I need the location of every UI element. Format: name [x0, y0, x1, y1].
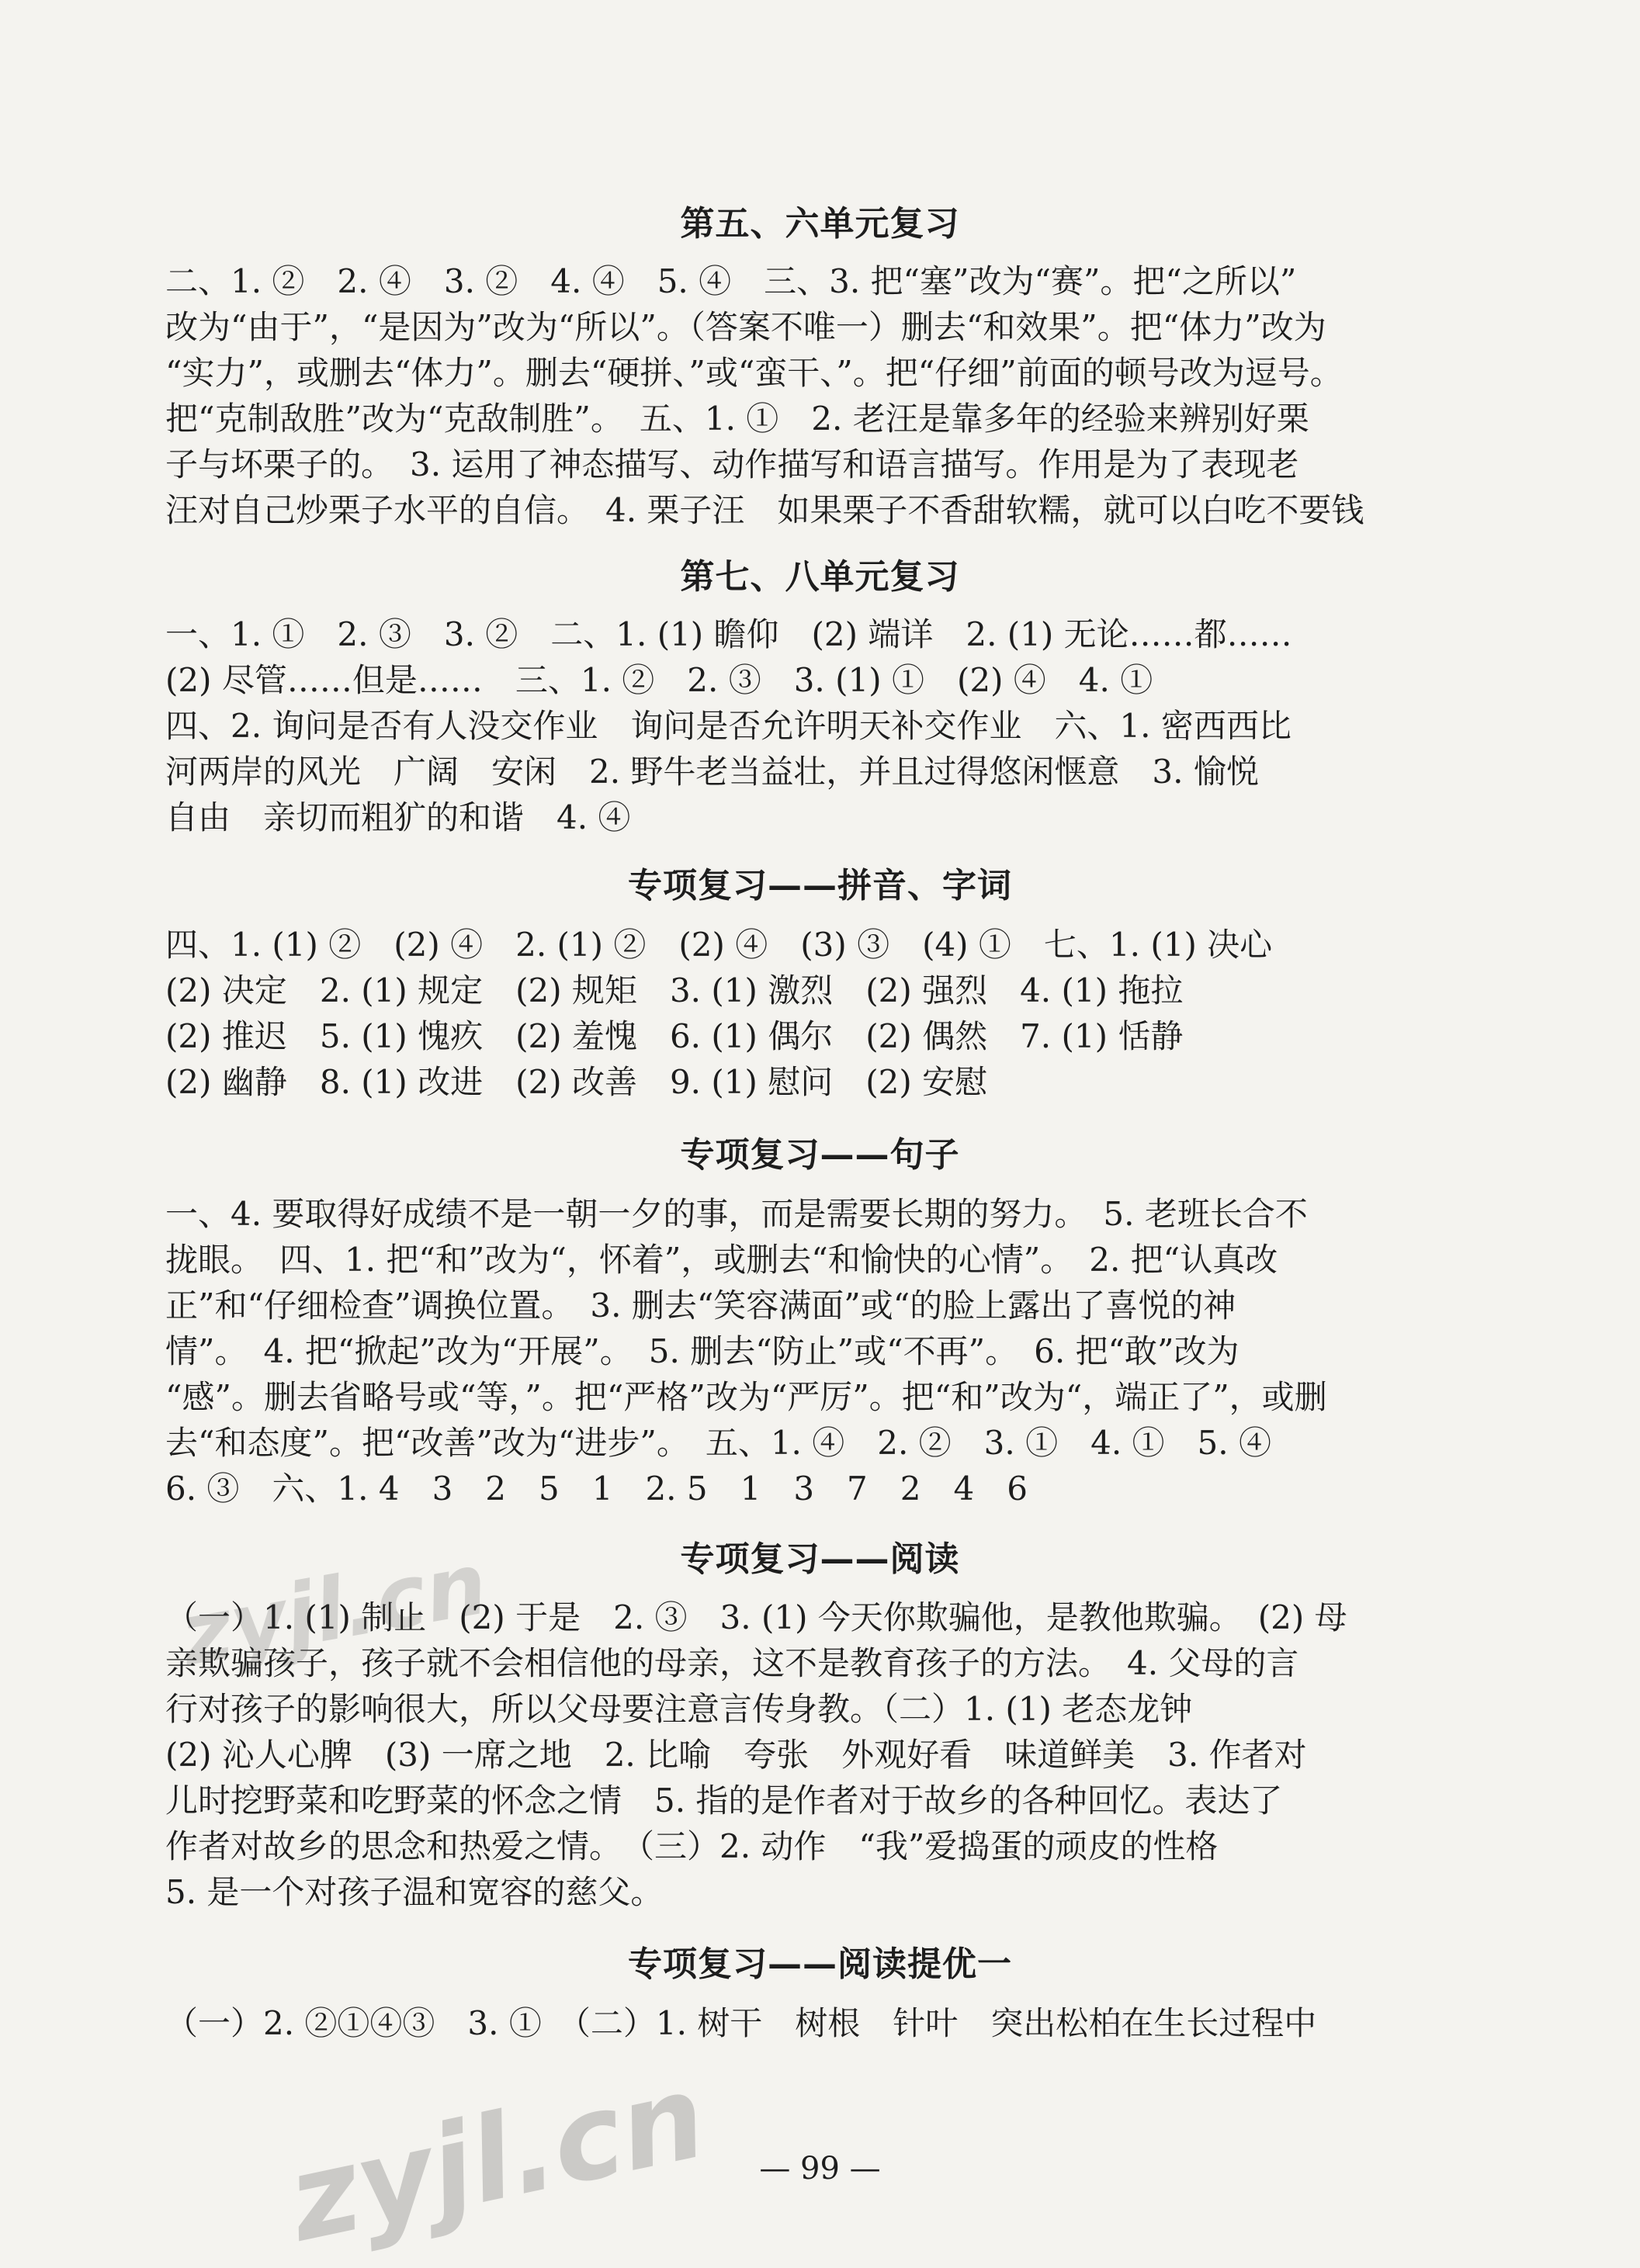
text-line: 一、4. 要取得好成绩不是一朝一夕的事，而是需要长期的努力。 5. 老班长合不 — [165, 1195, 1308, 1233]
text-line: 正”和“仔细检查”调换位置。 3. 删去“笑容满面”或“的脸上露出了喜悦的神 — [165, 1286, 1236, 1324]
section-heading-units-5-6: 第五、六单元复习 — [680, 204, 960, 244]
text-line: 把“克制敌胜”改为“克敌制胜”。 五、1. ① 2. 老汪是靠多年的经验来辨别好栗 — [165, 400, 1309, 438]
text-line: 子与坏栗子的。 3. 运用了神态描写、动作描写和语言描写。作用是为了表现老 — [165, 445, 1299, 483]
text-line: （一）2. ②①④③ 3. ① （二）1. 树干 树根 针叶 突出松柏在生长过程中 — [165, 2004, 1317, 2042]
text-line: 二、1. ② 2. ④ 3. ② 4. ④ 5. ④ 三、3. 把“塞”改为“赛”。把“之所以” — [165, 262, 1297, 300]
text-line: 四、1. (1) ② (2) ④ 2. (1) ② (2) ④ (3) ③ (4) ① 七、1. (1) 决心 — [165, 926, 1273, 964]
section-heading-reading: 专项复习——阅读 — [680, 1539, 960, 1579]
text-line: (2) 尽管……但是…… 三、1. ② 2. ③ 3. (1) ① (2) ④ 4. ① — [165, 661, 1153, 699]
text-line: 改为“由于”，“是因为”改为“所以”。（答案不唯一）删去“和效果”。把“体力”改为 — [165, 308, 1326, 346]
text-line: (2) 推迟 5. (1) 愧疚 (2) 羞愧 6. (1) 偶尔 (2) 偶然 7. (1) 恬静 — [165, 1017, 1184, 1055]
text-line: 儿时挖野菜和吃野菜的怀念之情 5. 指的是作者对于故乡的各种回忆。表达了 — [165, 1782, 1283, 1820]
text-line: “实力”，或删去“体力”。删去“硬拼、”或“蛮干、”。把“仔细”前面的顿号改为逗号。 — [165, 354, 1343, 392]
section-heading-reading-advanced: 专项复习——阅读提优一 — [628, 1944, 1012, 1984]
text-line: 河两岸的风光 广阔 安闲 2. 野牛老当益壮，并且过得悠闲惬意 3. 愉悦 — [165, 753, 1259, 791]
watermark-text: zyjl.cn — [277, 2048, 716, 2268]
text-line: 一、1. ① 2. ③ 3. ② 二、1. (1) 瞻仰 (2) 端详 2. (1) 无论……都…… — [165, 615, 1292, 653]
text-line: “感”。删去省略号或“等，”。把“严格”改为“严厉”。把“和”改为“，端正了”，或删 — [165, 1378, 1327, 1416]
text-line: (2) 幽静 8. (1) 改进 (2) 改善 9. (1) 慰问 (2) 安慰 — [165, 1063, 988, 1101]
text-line: 行对孩子的影响很大，所以父母要注意言传身教。（二）1. (1) 老态龙钟 — [165, 1690, 1193, 1728]
text-line: (2) 决定 2. (1) 规定 (2) 规矩 3. (1) 激烈 (2) 强烈 4. (1) 拖拉 — [165, 971, 1184, 1009]
text-line: 6. ③ 六、1. 4 3 2 5 1 2. 5 1 3 7 2 4 6 — [165, 1470, 1028, 1508]
text-line: 拢眼。 四、1. 把“和”改为“，怀着”，或删去“和愉快的心情”。 2. 把“认真改 — [165, 1241, 1278, 1279]
text-line: 情”。 4. 把“掀起”改为“开展”。 5. 删去“防止”或“不再”。 6. 把“敢”改为 — [165, 1332, 1240, 1370]
text-line: 亲欺骗孩子，孩子就不会相信他的母亲，这不是教育孩子的方法。 4. 父母的言 — [165, 1644, 1299, 1682]
text-line: 自由 亲切而粗犷的和谐 4. ④ — [165, 798, 631, 836]
text-line: 汪对自己炒栗子水平的自信。 4. 栗子汪 如果栗子不香甜软糯，就可以白吃不要钱 — [165, 491, 1364, 529]
section-heading-pinyin-words: 专项复习——拼音、字词 — [628, 866, 1012, 905]
text-line: （一）1. (1) 制止 (2) 于是 2. ③ 3. (1) 今天你欺骗他，是教他欺骗。 (2) 母 — [165, 1598, 1347, 1636]
section-heading-units-7-8: 第七、八单元复习 — [680, 557, 960, 597]
text-line: 四、2. 询问是否有人没交作业 询问是否允许明天补交作业 六、1. 密西西比 — [165, 707, 1292, 745]
page-number: — 99 — — [759, 2151, 881, 2187]
section-heading-sentences: 专项复习——句子 — [680, 1135, 960, 1175]
text-line: 作者对故乡的思念和热爱之情。 （三）2. 动作 “我”爱捣蛋的顽皮的性格 — [165, 1827, 1219, 1865]
text-line: 5. 是一个对孩子温和宽容的慈父。 — [165, 1873, 664, 1911]
watermark-text: zyjl.cn — [173, 1533, 494, 1685]
text-line: (2) 沁人心脾 (3) 一席之地 2. 比喻 夸张 外观好看 味道鲜美 3. 作者对 — [165, 1736, 1307, 1774]
text-line: 去“和态度”。把“改善”改为“进步”。 五、1. ④ 2. ② 3. ① 4. ① 5. ④ — [165, 1424, 1271, 1462]
